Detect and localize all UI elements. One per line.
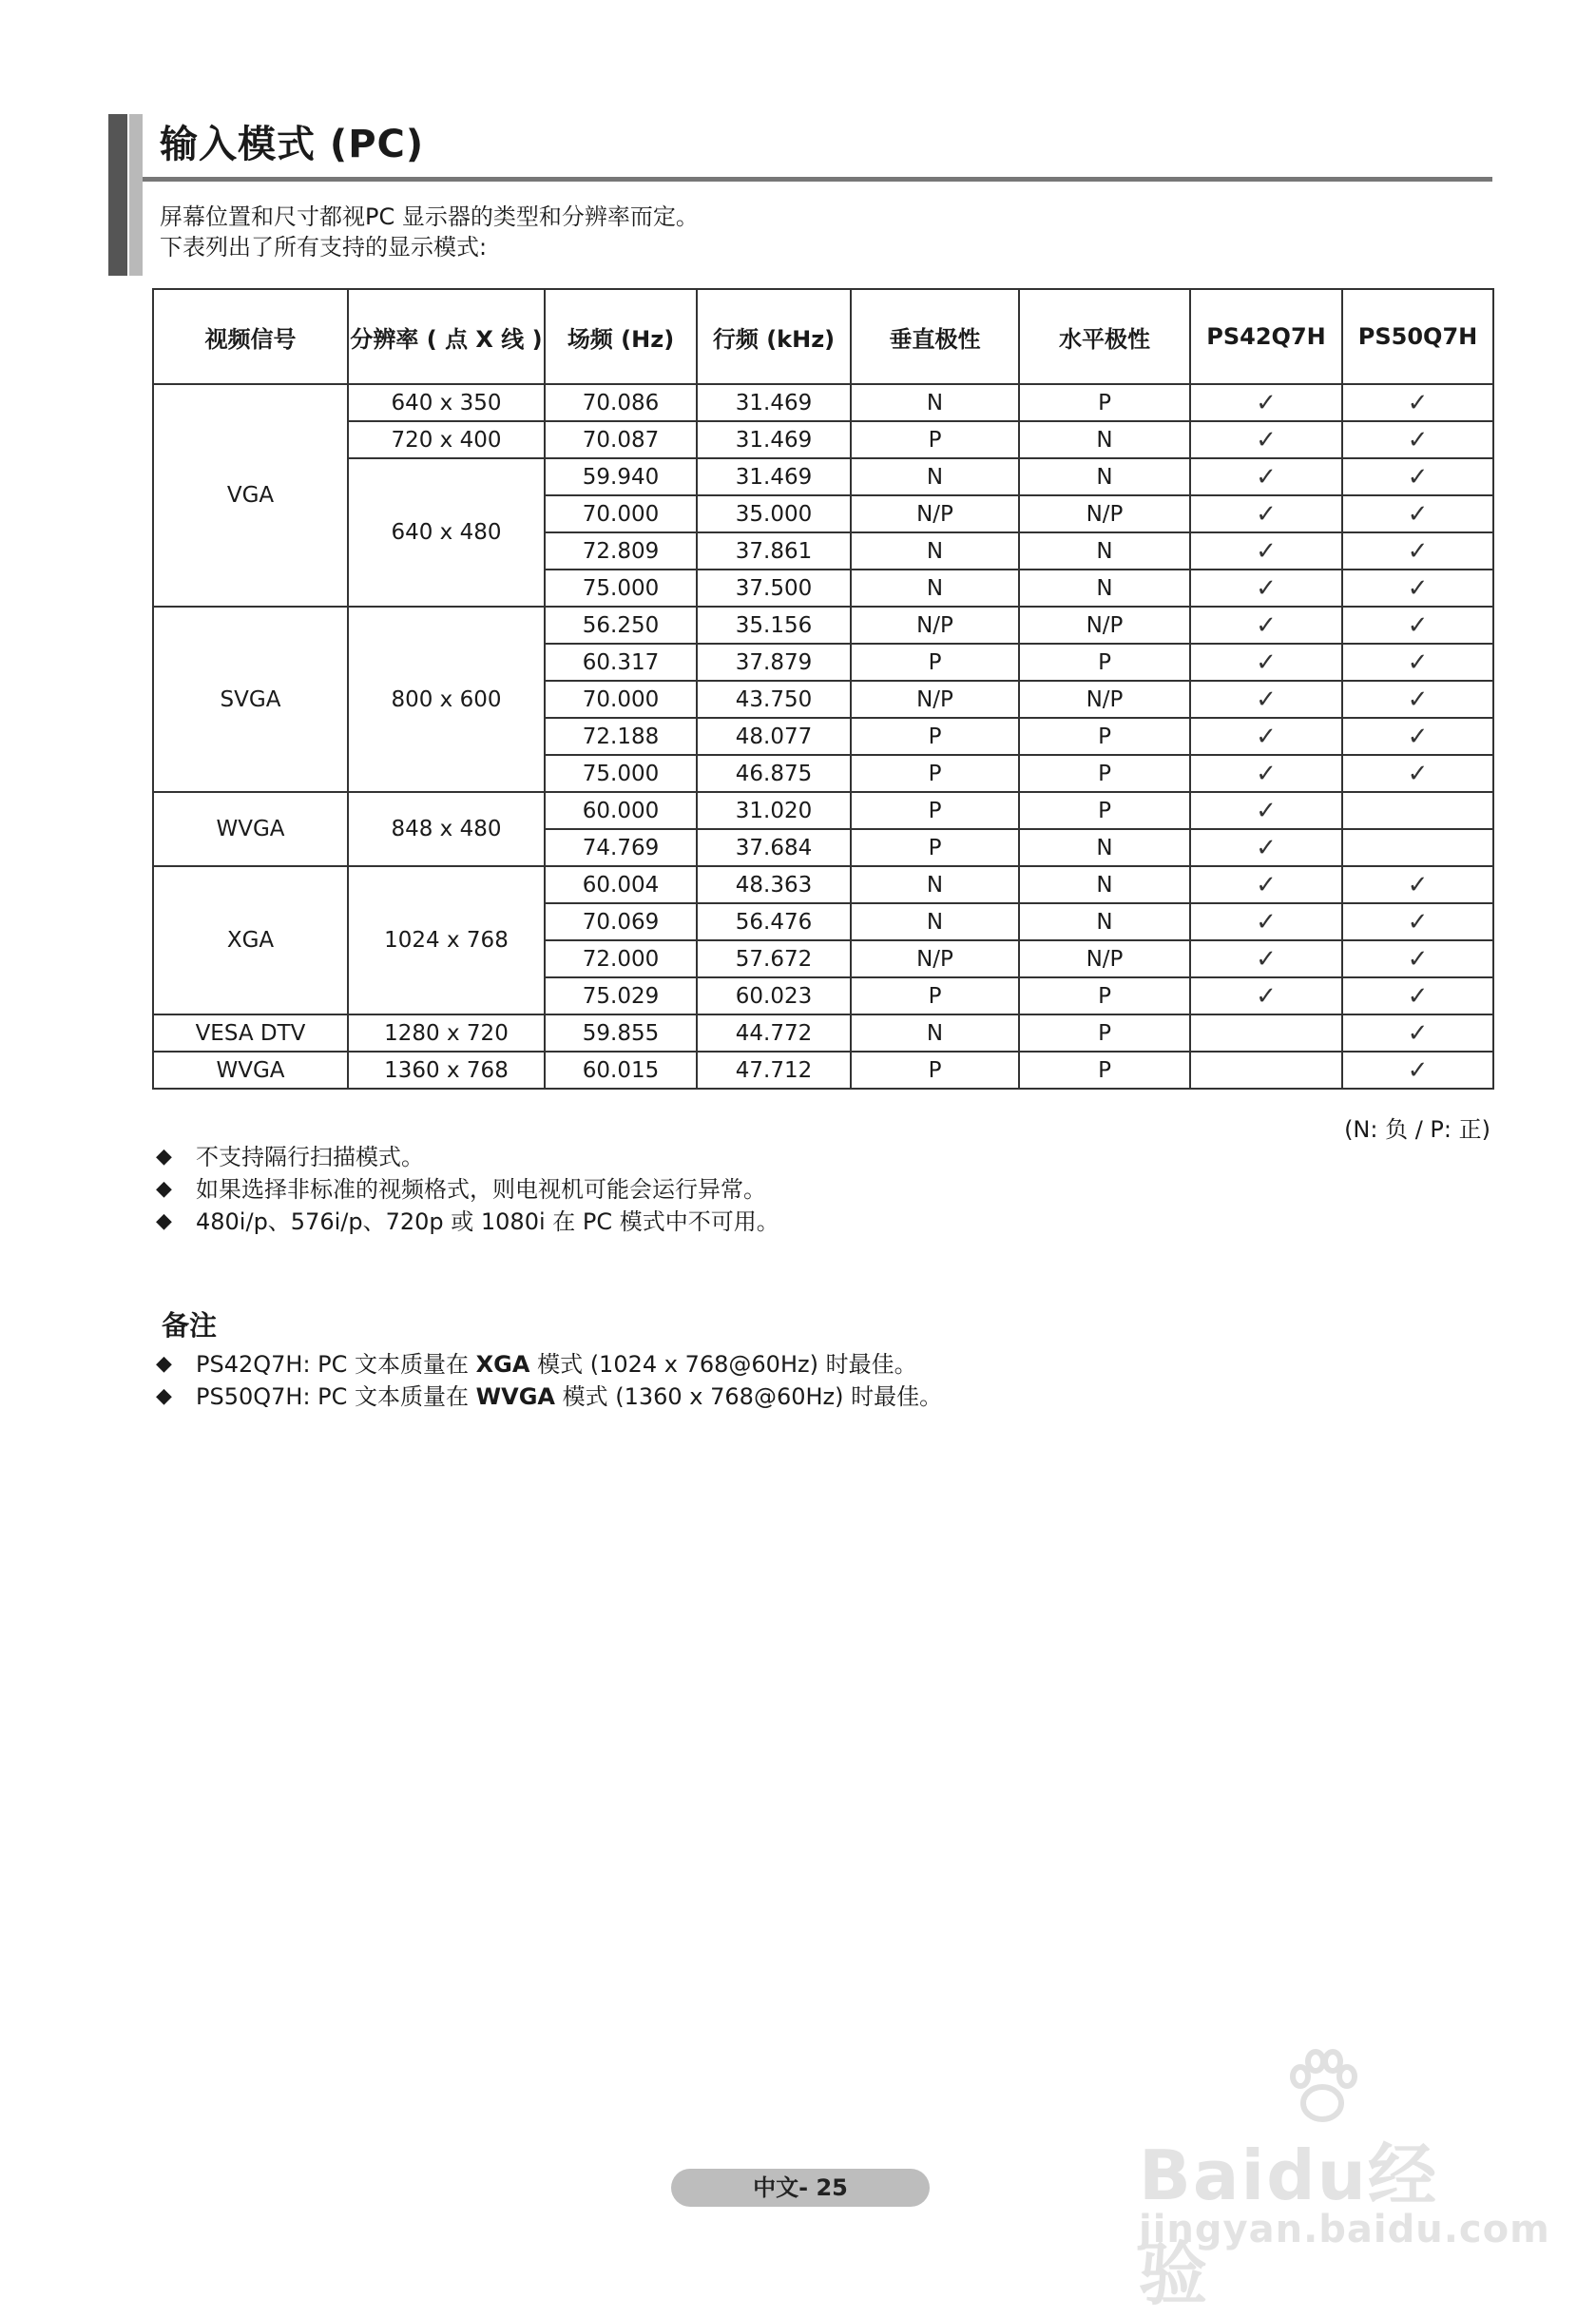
cell-support-ps50	[1342, 755, 1493, 792]
check-mark-icon: ✓	[1407, 462, 1429, 492]
table-body	[153, 384, 1493, 1089]
cell-support-ps42	[1190, 866, 1342, 903]
cell-vertical-polarity: P	[851, 755, 1019, 792]
cell-horizontal-freq: 31.469	[697, 384, 851, 421]
cell-support-ps50	[1342, 570, 1493, 607]
cell-horizontal-polarity: N/P	[1019, 681, 1190, 718]
cell-support-ps50	[1342, 421, 1493, 458]
table-row	[153, 421, 1493, 458]
cell-vertical-freq: 75.000	[545, 570, 697, 607]
cell-horizontal-polarity: P	[1019, 1052, 1190, 1089]
cell-horizontal-freq: 31.020	[697, 792, 851, 829]
cell-vertical-polarity: P	[851, 977, 1019, 1014]
notes-list	[156, 1348, 942, 1413]
cell-horizontal-polarity: P	[1019, 755, 1190, 792]
cell-horizontal-freq: 57.672	[697, 940, 851, 977]
bullet-text: 如果选择非标准的视频格式，则电视机可能会运行异常。	[196, 1176, 766, 1203]
watermark-brand: Baidu经验	[1139, 2135, 1438, 2314]
cell-horizontal-polarity: N	[1019, 829, 1190, 866]
table-row	[153, 1052, 1493, 1089]
cell-vertical-polarity: P	[851, 792, 1019, 829]
diamond-bullet-icon: ◆	[156, 1145, 172, 1169]
check-mark-icon: ✓	[1256, 907, 1277, 937]
cell-vertical-polarity: N/P	[851, 940, 1019, 977]
cell-vertical-polarity: P	[851, 644, 1019, 681]
title-bar-dark	[108, 114, 127, 276]
cell-support-ps50	[1342, 940, 1493, 977]
cell-horizontal-freq: 43.750	[697, 681, 851, 718]
cell-vertical-freq: 60.015	[545, 1052, 697, 1089]
col-header-horizontal-freq: 行频 (kHz)	[697, 289, 851, 384]
cell-signal: VESA DTV	[153, 1014, 348, 1052]
cell-horizontal-freq: 35.156	[697, 607, 851, 644]
note-text-before: PS42Q7H: PC 文本质量在	[196, 1351, 476, 1378]
cell-support-ps42	[1190, 570, 1342, 607]
col-header-horizontal-polarity: 水平极性	[1019, 289, 1190, 384]
cell-horizontal-freq: 47.712	[697, 1052, 851, 1089]
cell-horizontal-polarity: N	[1019, 458, 1190, 495]
cell-horizontal-freq: 37.500	[697, 570, 851, 607]
table-row	[153, 866, 1493, 903]
cell-support-ps50	[1342, 903, 1493, 940]
check-mark-icon: ✓	[1407, 388, 1429, 417]
table-row	[153, 1014, 1493, 1052]
cell-support-ps50	[1342, 681, 1493, 718]
cell-horizontal-freq: 48.077	[697, 718, 851, 755]
cell-horizontal-polarity: P	[1019, 792, 1190, 829]
baidu-watermark	[1139, 2044, 1550, 2314]
page-number: 中文- 25	[671, 2169, 930, 2207]
cell-support-ps42	[1190, 1052, 1342, 1089]
table-row	[153, 384, 1493, 421]
cell-horizontal-polarity: N	[1019, 532, 1190, 570]
check-mark-icon: ✓	[1256, 796, 1277, 825]
cell-horizontal-freq: 46.875	[697, 755, 851, 792]
cell-support-ps42	[1190, 977, 1342, 1014]
cell-vertical-freq: 60.317	[545, 644, 697, 681]
diamond-bullet-icon: ◆	[156, 1209, 172, 1233]
cell-resolution: 848 x 480	[348, 792, 545, 866]
note-text-after: 模式 (1024 x 768@60Hz) 时最佳。	[529, 1351, 917, 1378]
cell-vertical-freq: 74.769	[545, 829, 697, 866]
page-title: 输入模式 (PC)	[160, 123, 425, 166]
cell-vertical-polarity: P	[851, 421, 1019, 458]
cell-vertical-freq: 60.004	[545, 866, 697, 903]
check-mark-icon: ✓	[1407, 647, 1429, 677]
cell-signal: XGA	[153, 866, 348, 1014]
cell-vertical-freq: 60.000	[545, 792, 697, 829]
note-text	[196, 1381, 942, 1413]
check-mark-icon: ✓	[1256, 462, 1277, 492]
intro-line: 下表列出了所有支持的显示模式:	[160, 234, 488, 261]
cell-horizontal-polarity: P	[1019, 718, 1190, 755]
cell-vertical-polarity: N	[851, 570, 1019, 607]
check-mark-icon: ✓	[1407, 722, 1429, 751]
check-mark-icon: ✓	[1407, 573, 1429, 603]
check-mark-icon: ✓	[1256, 685, 1277, 714]
cell-support-ps50	[1342, 644, 1493, 681]
check-mark-icon: ✓	[1256, 425, 1277, 454]
watermark-url: jingyan.baidu.com	[1139, 2208, 1550, 2251]
cell-support-ps42	[1190, 421, 1342, 458]
check-mark-icon: ✓	[1256, 536, 1277, 566]
bullet-item	[156, 1173, 779, 1206]
cell-support-ps42	[1190, 607, 1342, 644]
cell-support-ps50	[1342, 792, 1493, 829]
col-header-vertical-polarity: 垂直极性	[851, 289, 1019, 384]
check-mark-icon: ✓	[1256, 573, 1277, 603]
cell-vertical-polarity: N	[851, 1014, 1019, 1052]
cell-vertical-freq: 70.069	[545, 903, 697, 940]
cell-support-ps42	[1190, 792, 1342, 829]
cell-support-ps50	[1342, 495, 1493, 532]
paw-icon	[1279, 2044, 1365, 2130]
cell-vertical-freq: 72.809	[545, 532, 697, 570]
cell-support-ps42	[1190, 1014, 1342, 1052]
cell-horizontal-freq: 37.684	[697, 829, 851, 866]
check-mark-icon: ✓	[1256, 722, 1277, 751]
cell-vertical-freq: 70.086	[545, 384, 697, 421]
cell-horizontal-freq: 37.879	[697, 644, 851, 681]
cell-resolution: 1280 x 720	[348, 1014, 545, 1052]
cell-horizontal-freq: 60.023	[697, 977, 851, 1014]
cell-vertical-freq: 75.000	[545, 755, 697, 792]
cell-horizontal-polarity: P	[1019, 644, 1190, 681]
cell-vertical-polarity: P	[851, 1052, 1019, 1089]
table-row	[153, 607, 1493, 644]
cell-vertical-freq: 72.188	[545, 718, 697, 755]
cell-vertical-freq: 56.250	[545, 607, 697, 644]
col-header-ps42q7h: PS42Q7H	[1190, 289, 1342, 384]
intro-text	[160, 202, 699, 262]
cell-horizontal-polarity: N	[1019, 866, 1190, 903]
note-item	[156, 1381, 942, 1413]
check-mark-icon: ✓	[1407, 1018, 1429, 1048]
check-mark-icon: ✓	[1256, 610, 1277, 640]
cell-vertical-freq: 70.000	[545, 681, 697, 718]
cell-vertical-polarity: N	[851, 458, 1019, 495]
cell-support-ps50	[1342, 866, 1493, 903]
diamond-bullet-icon: ◆	[156, 1177, 172, 1201]
cell-support-ps50	[1342, 1014, 1493, 1052]
check-mark-icon: ✓	[1256, 388, 1277, 417]
cell-horizontal-polarity: P	[1019, 384, 1190, 421]
cell-vertical-polarity: P	[851, 829, 1019, 866]
check-mark-icon: ✓	[1407, 425, 1429, 454]
cell-support-ps42	[1190, 532, 1342, 570]
check-mark-icon: ✓	[1407, 685, 1429, 714]
cell-support-ps50	[1342, 384, 1493, 421]
polarity-legend: (N: 负 / P: 正)	[1344, 1116, 1490, 1143]
check-mark-icon: ✓	[1256, 647, 1277, 677]
cell-horizontal-polarity: N	[1019, 570, 1190, 607]
check-mark-icon: ✓	[1407, 610, 1429, 640]
notes-heading: 备注	[162, 1309, 218, 1342]
cell-horizontal-polarity: N/P	[1019, 940, 1190, 977]
col-header-vertical-freq: 场频 (Hz)	[545, 289, 697, 384]
cell-support-ps42	[1190, 458, 1342, 495]
cell-support-ps42	[1190, 903, 1342, 940]
cell-vertical-polarity: P	[851, 718, 1019, 755]
cell-support-ps50	[1342, 718, 1493, 755]
cell-vertical-freq: 70.000	[545, 495, 697, 532]
title-divider	[143, 177, 1492, 182]
check-mark-icon: ✓	[1407, 499, 1429, 529]
cell-horizontal-freq: 37.861	[697, 532, 851, 570]
display-modes-table	[152, 288, 1494, 1090]
cell-support-ps50	[1342, 829, 1493, 866]
cell-signal: WVGA	[153, 792, 348, 866]
cell-support-ps50	[1342, 977, 1493, 1014]
check-mark-icon: ✓	[1256, 870, 1277, 899]
diamond-bullet-icon: ◆	[156, 1352, 172, 1376]
cell-horizontal-polarity: N	[1019, 903, 1190, 940]
cell-vertical-polarity: N/P	[851, 607, 1019, 644]
note-text-before: PS50Q7H: PC 文本质量在	[196, 1383, 476, 1410]
cell-support-ps42	[1190, 755, 1342, 792]
cell-horizontal-freq: 31.469	[697, 458, 851, 495]
check-mark-icon: ✓	[1256, 759, 1277, 788]
check-mark-icon: ✓	[1407, 907, 1429, 937]
cell-signal: SVGA	[153, 607, 348, 792]
check-mark-icon: ✓	[1407, 1055, 1429, 1085]
cell-support-ps50	[1342, 532, 1493, 570]
cell-support-ps50	[1342, 1052, 1493, 1089]
cell-support-ps42	[1190, 940, 1342, 977]
cell-support-ps42	[1190, 644, 1342, 681]
check-mark-icon: ✓	[1256, 944, 1277, 974]
col-header-resolution: 分辨率 ( 点 X 线 )	[348, 289, 545, 384]
note-mode-name: WVGA	[475, 1383, 555, 1410]
col-header-signal: 视频信号	[153, 289, 348, 384]
cell-vertical-polarity: N	[851, 903, 1019, 940]
cell-vertical-freq: 75.029	[545, 977, 697, 1014]
cell-horizontal-polarity: N	[1019, 421, 1190, 458]
cell-horizontal-polarity: P	[1019, 1014, 1190, 1052]
cell-support-ps50	[1342, 458, 1493, 495]
cell-vertical-polarity: N	[851, 384, 1019, 421]
cell-vertical-polarity: N	[851, 866, 1019, 903]
cell-support-ps42	[1190, 384, 1342, 421]
cell-vertical-freq: 59.855	[545, 1014, 697, 1052]
table-header-row	[153, 289, 1493, 384]
cell-vertical-polarity: N/P	[851, 495, 1019, 532]
check-mark-icon: ✓	[1407, 759, 1429, 788]
check-mark-icon: ✓	[1256, 499, 1277, 529]
diamond-bullet-icon: ◆	[156, 1384, 172, 1408]
bullet-item	[156, 1206, 779, 1238]
cell-signal: VGA	[153, 384, 348, 607]
check-mark-icon: ✓	[1256, 981, 1277, 1011]
note-mode-name: XGA	[475, 1351, 530, 1378]
check-mark-icon: ✓	[1407, 981, 1429, 1011]
cell-support-ps50	[1342, 607, 1493, 644]
note-text-after: 模式 (1360 x 768@60Hz) 时最佳。	[554, 1383, 943, 1410]
check-mark-icon: ✓	[1407, 536, 1429, 566]
cell-vertical-freq: 59.940	[545, 458, 697, 495]
cell-resolution: 720 x 400	[348, 421, 545, 458]
cell-horizontal-polarity: N/P	[1019, 495, 1190, 532]
bullet-list	[156, 1141, 779, 1238]
note-item	[156, 1348, 942, 1381]
bullet-text: 480i/p、576i/p、720p 或 1080i 在 PC 模式中不可用。	[196, 1208, 779, 1235]
cell-horizontal-freq: 56.476	[697, 903, 851, 940]
table-row	[153, 792, 1493, 829]
cell-vertical-freq: 70.087	[545, 421, 697, 458]
title-bar-light	[129, 114, 143, 276]
cell-horizontal-polarity: P	[1019, 977, 1190, 1014]
cell-horizontal-freq: 35.000	[697, 495, 851, 532]
cell-support-ps42	[1190, 829, 1342, 866]
check-mark-icon: ✓	[1256, 833, 1277, 862]
cell-support-ps42	[1190, 681, 1342, 718]
cell-support-ps42	[1190, 495, 1342, 532]
cell-resolution: 640 x 350	[348, 384, 545, 421]
check-mark-icon: ✓	[1407, 944, 1429, 974]
col-header-ps50q7h: PS50Q7H	[1342, 289, 1493, 384]
cell-resolution: 640 x 480	[348, 458, 545, 607]
cell-vertical-freq: 72.000	[545, 940, 697, 977]
cell-signal: WVGA	[153, 1052, 348, 1089]
table-row	[153, 458, 1493, 495]
cell-support-ps42	[1190, 718, 1342, 755]
cell-horizontal-polarity: N/P	[1019, 607, 1190, 644]
cell-vertical-polarity: N/P	[851, 681, 1019, 718]
note-text	[196, 1348, 917, 1381]
intro-line: 屏幕位置和尺寸都视PC 显示器的类型和分辨率而定。	[160, 203, 699, 230]
check-mark-icon: ✓	[1407, 870, 1429, 899]
bullet-item	[156, 1141, 779, 1173]
cell-horizontal-freq: 48.363	[697, 866, 851, 903]
cell-horizontal-freq: 31.469	[697, 421, 851, 458]
cell-resolution: 1360 x 768	[348, 1052, 545, 1089]
bullet-text: 不支持隔行扫描模式。	[196, 1144, 424, 1170]
cell-vertical-polarity: N	[851, 532, 1019, 570]
cell-horizontal-freq: 44.772	[697, 1014, 851, 1052]
cell-resolution: 1024 x 768	[348, 866, 545, 1014]
cell-resolution: 800 x 600	[348, 607, 545, 792]
